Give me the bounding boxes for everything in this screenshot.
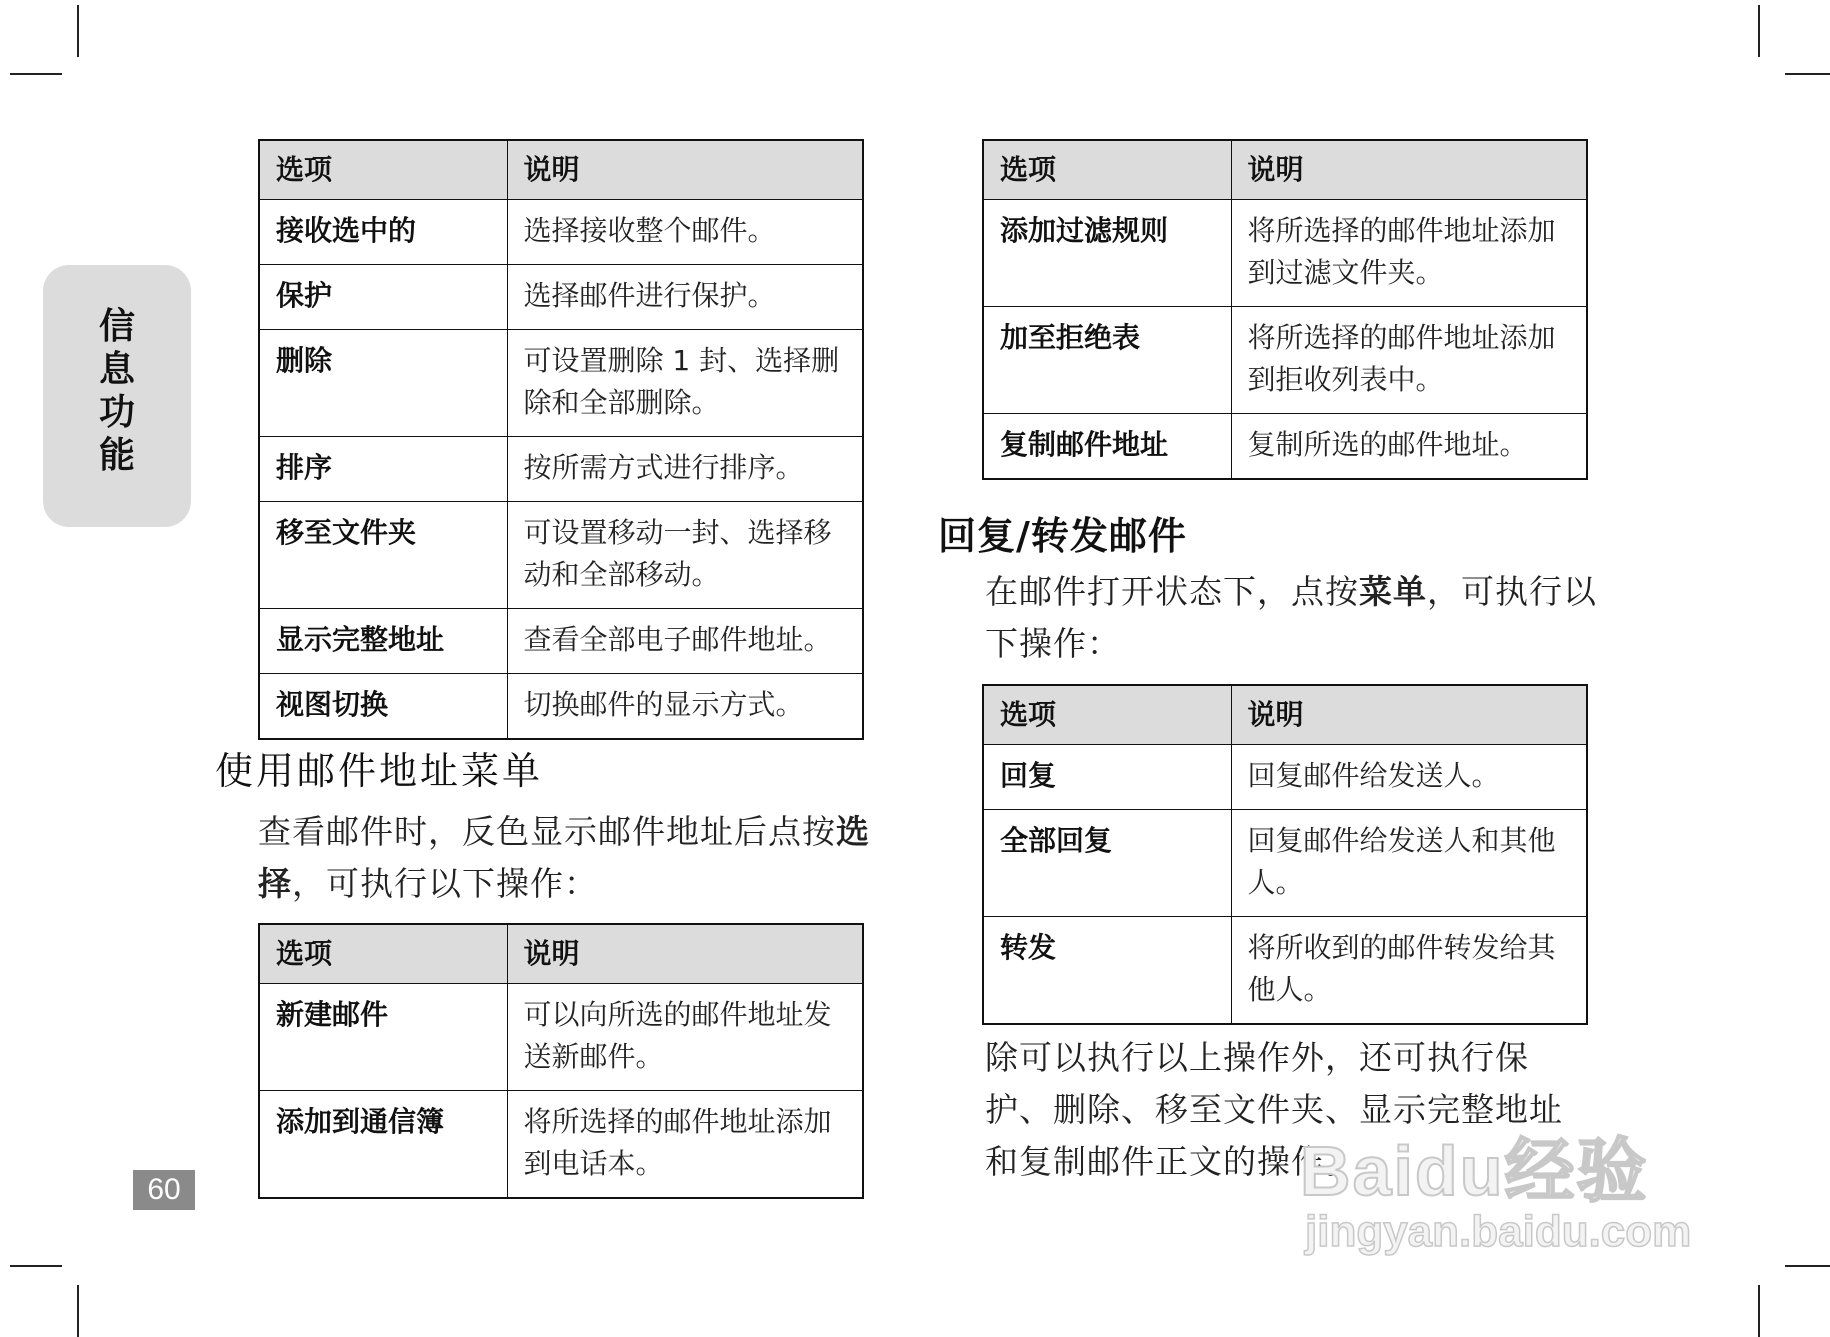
- watermark-url: jingyan.baidu.com: [1305, 1207, 1692, 1256]
- page-number: 60: [133, 1170, 195, 1210]
- chapter-tab-char: 息: [98, 349, 135, 390]
- table-row: [259, 437, 863, 502]
- table-row: [983, 307, 1587, 414]
- option-name: 回复: [983, 745, 1231, 810]
- column-header-desc: 说明: [1231, 140, 1587, 200]
- crop-mark: [1758, 5, 1760, 57]
- section-paragraph: [985, 566, 1605, 670]
- option-name: 添加到通信簿: [259, 1091, 507, 1199]
- table-row: [983, 745, 1587, 810]
- table-row: [983, 917, 1587, 1025]
- menu-term: 菜单: [1359, 572, 1427, 611]
- table-row: [259, 502, 863, 609]
- option-desc: 选择接收整个邮件。: [507, 200, 863, 265]
- option-desc: 可以向所选的邮件地址发送新邮件。: [507, 984, 863, 1091]
- menu-term: 选择: [258, 812, 870, 903]
- table-row: [259, 200, 863, 265]
- crop-mark: [77, 5, 79, 57]
- option-desc: 按所需方式进行排序。: [507, 437, 863, 502]
- table-row: [983, 810, 1587, 917]
- section-paragraph: [258, 806, 878, 910]
- option-name: 排序: [259, 437, 507, 502]
- column-header-desc: 说明: [507, 924, 863, 984]
- table-row: [983, 414, 1587, 480]
- watermark-logo-text: Baidu经验: [1300, 1132, 1649, 1210]
- table-row: [259, 609, 863, 674]
- options-table-reply-forward: [982, 684, 1588, 1025]
- crop-mark: [1785, 1265, 1830, 1267]
- option-desc: 选择邮件进行保护。: [507, 265, 863, 330]
- option-name: 删除: [259, 330, 507, 437]
- table-row: [259, 1091, 863, 1199]
- option-desc: 回复邮件给发送人。: [1231, 745, 1587, 810]
- paragraph-text: ，可执行以下操作：: [985, 572, 1597, 663]
- chapter-tab-char: 功: [98, 392, 135, 433]
- column-header-option: 选项: [983, 685, 1231, 745]
- option-desc: 查看全部电子邮件地址。: [507, 609, 863, 674]
- table-row: [259, 330, 863, 437]
- option-desc: 可设置移动一封、选择移动和全部移动。: [507, 502, 863, 609]
- column-header-desc: 说明: [507, 140, 863, 200]
- table-header-row: [259, 140, 863, 200]
- option-name: 复制邮件地址: [983, 414, 1231, 480]
- option-name: 视图切换: [259, 674, 507, 740]
- option-desc: 将所收到的邮件转发给其他人。: [1231, 917, 1587, 1025]
- table-header-row: [983, 140, 1587, 200]
- column-header-option: 选项: [983, 140, 1231, 200]
- option-name: 转发: [983, 917, 1231, 1025]
- option-desc: 复制所选的邮件地址。: [1231, 414, 1587, 480]
- option-name: 新建邮件: [259, 984, 507, 1091]
- option-desc: 回复邮件给发送人和其他人。: [1231, 810, 1587, 917]
- closing-paragraph: 除可以执行以上操作外，还可执行保护、删除、移至文件夹、显示完整地址和复制邮件正文的操作。: [985, 1038, 1563, 1181]
- options-table-address-menu-cont: [982, 139, 1588, 480]
- baidu-watermark: [1300, 1115, 1730, 1265]
- option-name: 接收选中的: [259, 200, 507, 265]
- chapter-tab-char: 能: [98, 435, 135, 476]
- section-title: 使用邮件地址菜单: [215, 749, 544, 793]
- crop-mark: [1785, 73, 1830, 75]
- option-name: 显示完整地址: [259, 609, 507, 674]
- option-name: 加至拒绝表: [983, 307, 1231, 414]
- option-name: 保护: [259, 265, 507, 330]
- option-name: 添加过滤规则: [983, 200, 1231, 307]
- option-desc: 将所选择的邮件地址添加到拒收列表中。: [1231, 307, 1587, 414]
- table-row: [983, 200, 1587, 307]
- option-name: 移至文件夹: [259, 502, 507, 609]
- table-row: [259, 265, 863, 330]
- crop-mark: [1758, 1285, 1760, 1337]
- paragraph-text: 在邮件打开状态下，点按: [985, 572, 1359, 611]
- chapter-tab: [43, 265, 191, 527]
- options-table-address-menu: [258, 923, 864, 1199]
- option-desc: 切换邮件的显示方式。: [507, 674, 863, 740]
- section-title: 回复/转发邮件: [938, 513, 1187, 558]
- chapter-tab-char: 信: [98, 306, 135, 347]
- column-header-desc: 说明: [1231, 685, 1587, 745]
- paragraph-text: 查看邮件时，反色显示邮件地址后点按: [258, 812, 836, 851]
- options-table-mail-list: [258, 139, 864, 740]
- table-row: [259, 984, 863, 1091]
- table-row: [259, 674, 863, 740]
- option-desc: 将所选择的邮件地址添加到电话本。: [507, 1091, 863, 1199]
- table-header-row: [983, 685, 1587, 745]
- option-desc: 将所选择的邮件地址添加到过滤文件夹。: [1231, 200, 1587, 307]
- column-header-option: 选项: [259, 140, 507, 200]
- option-name: 全部回复: [983, 810, 1231, 917]
- option-desc: 可设置删除 1 封、选择删除和全部删除。: [507, 330, 863, 437]
- crop-mark: [10, 1265, 62, 1267]
- crop-mark: [10, 73, 62, 75]
- crop-mark: [77, 1285, 79, 1337]
- table-header-row: [259, 924, 863, 984]
- paragraph-text: ，可执行以下操作：: [292, 864, 598, 903]
- column-header-option: 选项: [259, 924, 507, 984]
